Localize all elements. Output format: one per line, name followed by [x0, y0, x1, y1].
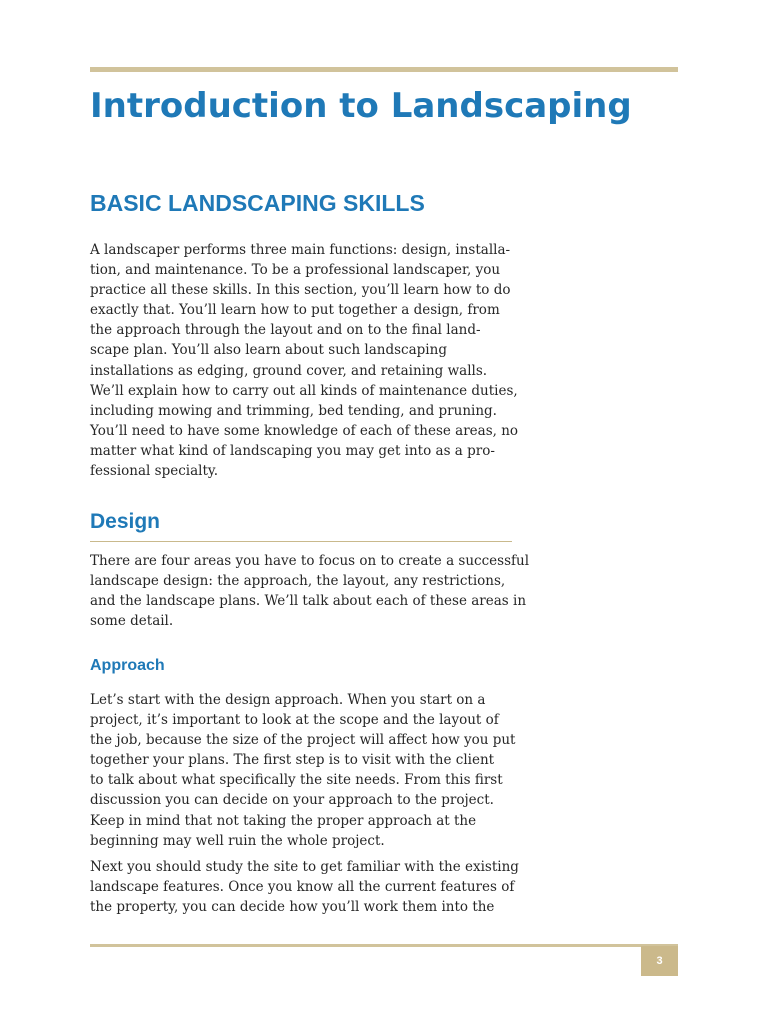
- text-line: discussion you can decide on your approach to the project.: [90, 792, 494, 809]
- text-line: and the landscape plans. We’ll talk about each of these areas in: [90, 593, 527, 610]
- text-line: the property, you can decide how you’ll work them into the: [90, 899, 495, 916]
- text-line: the job, because the size of the project will affect how you put: [90, 732, 516, 749]
- text-line: installations as edging, ground cover, and retaining walls.: [90, 362, 488, 379]
- text-line: Let’s start with the design approach. When you start on a: [90, 692, 486, 708]
- intro-paragraph: [90, 240, 519, 481]
- design-paragraph: [90, 551, 530, 631]
- text-line: matter what kind of landscaping you may get into as a pro-: [90, 442, 495, 459]
- page-number-badge: [641, 946, 678, 976]
- text-line: There are four areas you have to focus on to create a successful: [90, 553, 530, 569]
- text-line: including mowing and trimming, bed tending, and pruning.: [90, 402, 497, 419]
- text-line: exactly that. You’ll learn how to put together a design, from: [90, 302, 500, 319]
- text-line: practice all these skills. In this section, you’ll learn how to do: [90, 282, 511, 299]
- text-line: project, it’s important to look at the scope and the layout of: [90, 712, 499, 729]
- text-line: some detail.: [90, 613, 174, 630]
- design-heading: Design: [90, 510, 161, 533]
- text-line: We’ll explain how to carry out all kinds of maintenance duties,: [90, 382, 518, 399]
- text-line: tion, and maintenance. To be a professional landscaper, you: [90, 262, 501, 279]
- text-line: the approach through the layout and on to the final land-: [90, 322, 481, 339]
- approach-heading: Approach: [90, 657, 165, 674]
- chapter-title: Introduction to Landscaping: [90, 86, 632, 126]
- text-line: Keep in mind that not taking the proper approach at the: [90, 812, 477, 829]
- text-line: landscape design: the approach, the layout, any restrictions,: [90, 573, 506, 590]
- text-line: Next you should study the site to get familiar with the existing: [90, 859, 519, 875]
- design-heading-rule: [90, 541, 512, 542]
- text-line: fessional specialty.: [90, 463, 218, 480]
- approach-paragraph-2: [90, 857, 519, 917]
- top-rule: [90, 67, 678, 72]
- text-line: You’ll need to have some knowledge of each of these areas, no: [90, 422, 519, 439]
- text-line: A landscaper performs three main functions: design, installa-: [90, 242, 511, 258]
- bottom-rule: [90, 944, 678, 947]
- text-line: landscape features. Once you know all the current features of: [90, 879, 515, 896]
- text-line: together your plans. The first step is to visit with the client: [90, 752, 495, 769]
- text-line: beginning may well ruin the whole project.: [90, 832, 385, 849]
- approach-paragraph-1: [90, 690, 515, 851]
- section-heading: BASIC LANDSCAPING SKILLS: [90, 190, 425, 216]
- text-line: to talk about what specifically the site needs. From this first: [90, 772, 503, 789]
- text-line: scape plan. You’ll also learn about such landscaping: [90, 342, 447, 359]
- page-number: 3: [656, 955, 663, 967]
